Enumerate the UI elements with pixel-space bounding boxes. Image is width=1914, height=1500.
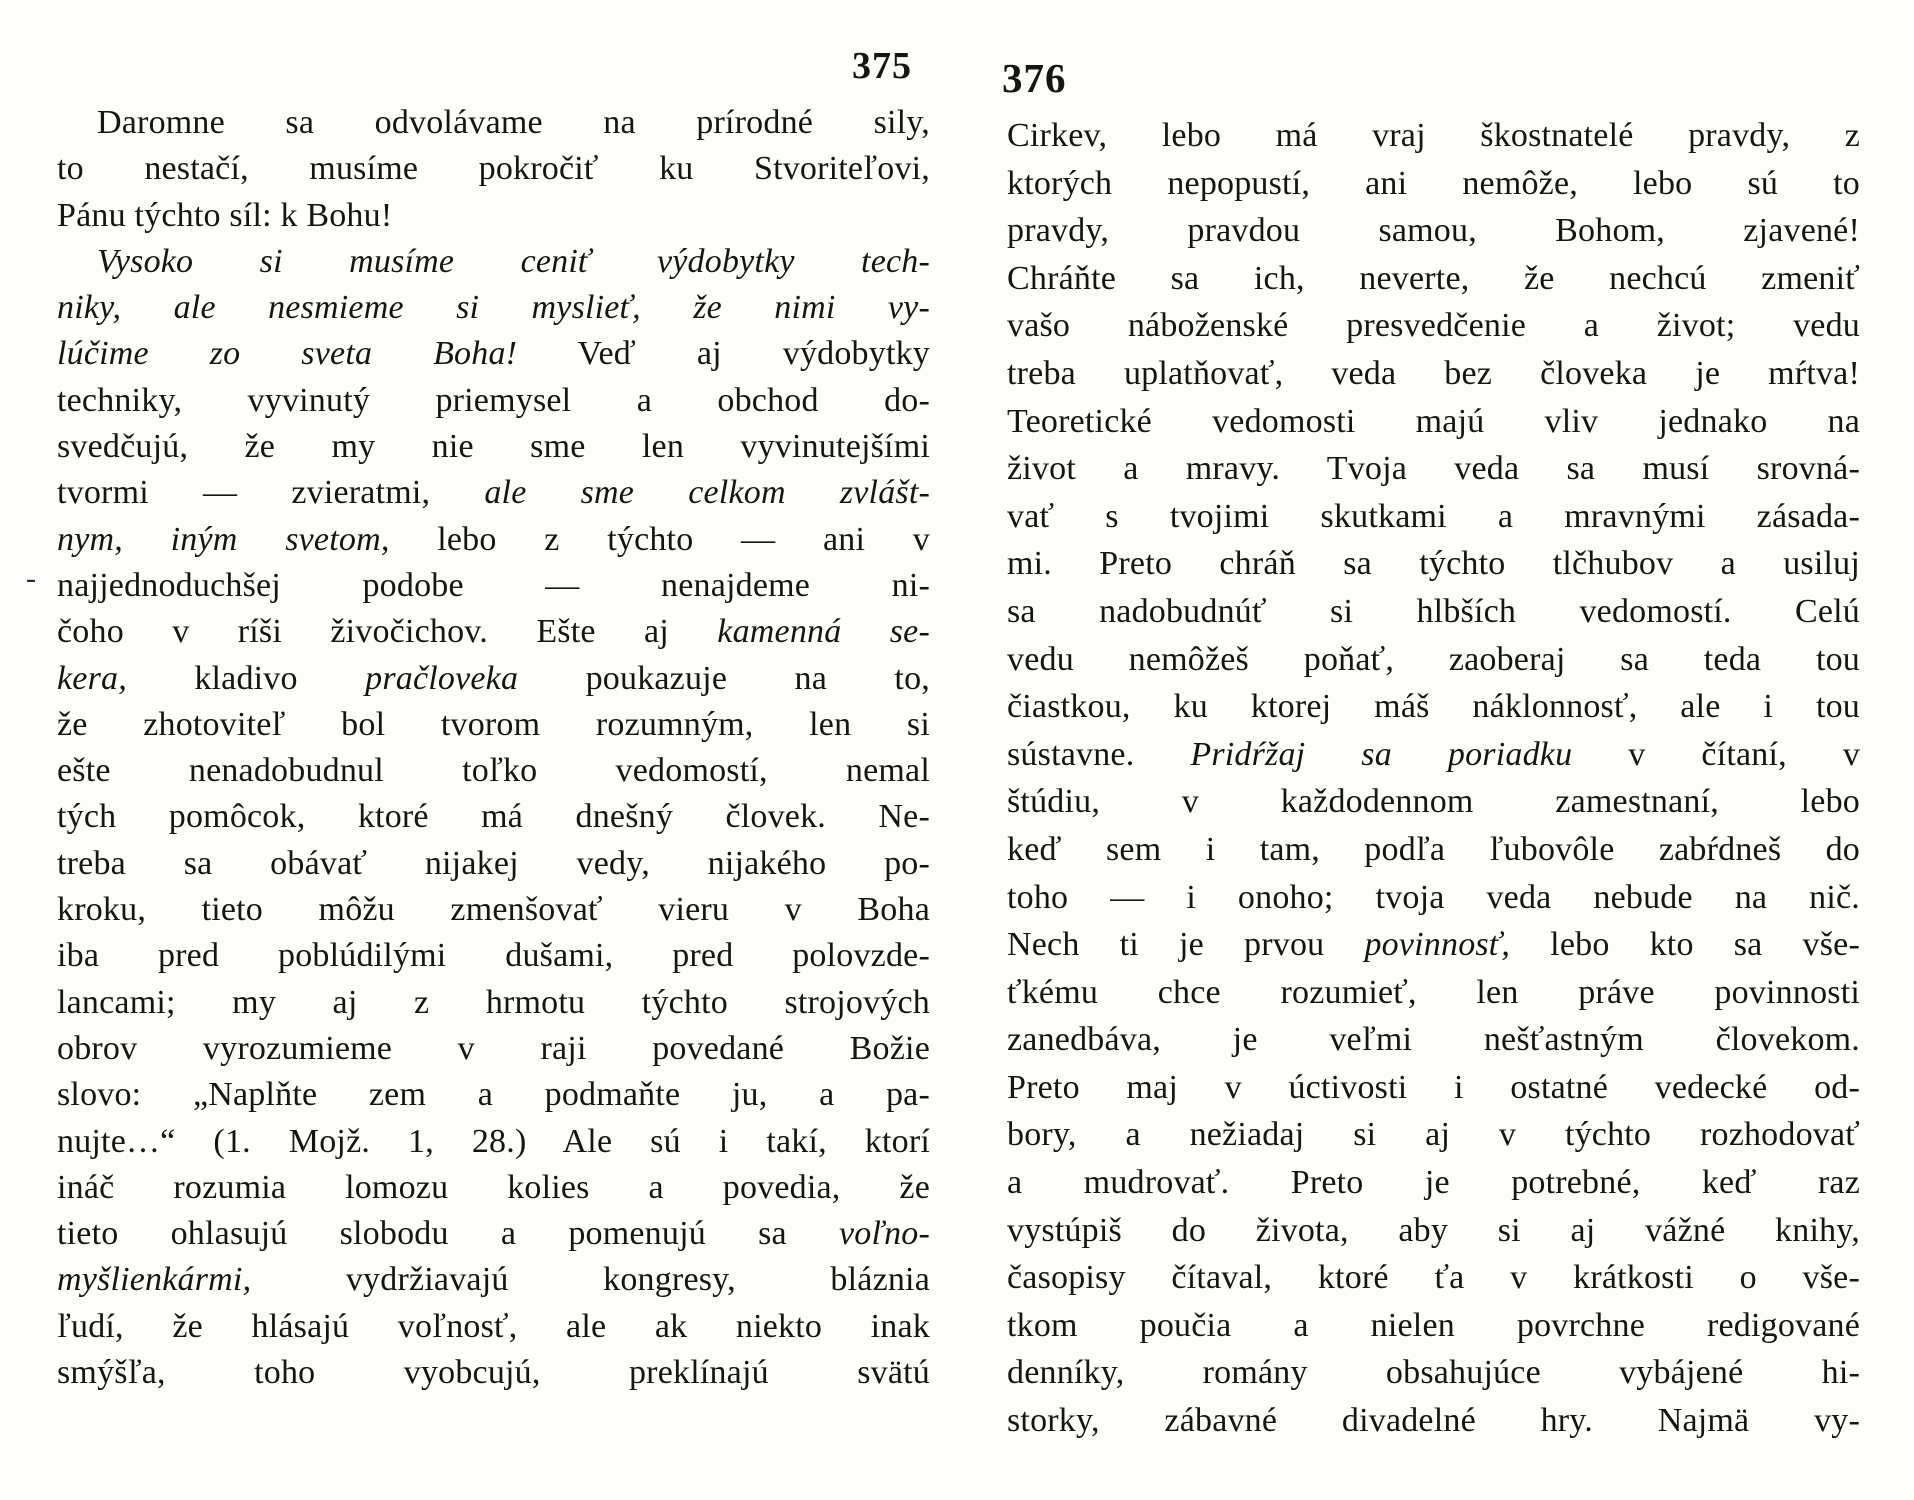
text-segment: ešte nenadobudnul toľko vedomostí, nemal	[57, 752, 930, 790]
text-line	[1007, 1302, 1860, 1350]
right-page-text-column	[1007, 112, 1860, 1445]
text-segment: tkom poučia a nielen povrchne redigované	[1007, 1306, 1860, 1344]
italic-text-segment: niky, ale nesmieme si myslieť, že nimi vy-	[57, 289, 930, 327]
text-line	[1007, 1064, 1860, 1112]
text-line	[57, 702, 930, 748]
text-segment: kroku, tieto môžu zmenšovať vieru v Boha	[57, 891, 930, 929]
italic-text-segment: pračloveka	[365, 659, 586, 697]
text-line	[57, 285, 930, 331]
text-segment: čiastkou, ku ktorej máš náklonnosť, ale i tou	[1007, 688, 1860, 726]
text-line	[57, 1026, 930, 1072]
text-segment: storky, zábavné divadelné hry. Najmä vy-	[1007, 1402, 1860, 1440]
text-segment: vydržiavajú kongresy, bláznia	[345, 1261, 930, 1299]
text-line	[57, 331, 930, 377]
text-line	[1007, 207, 1860, 255]
text-segment: lancami; my aj z hrmotu týchto strojových	[57, 983, 930, 1021]
text-line	[57, 609, 930, 655]
text-segment: Daromne sa odvolávame na prírodné sily,	[97, 104, 930, 141]
text-line	[1007, 1207, 1860, 1255]
text-line	[1007, 1397, 1860, 1445]
text-segment: slovo: „Naplňte zem a podmaňte ju, a pa-	[57, 1076, 930, 1114]
text-segment: toho — i onoho; tvoja veda nebude na nič.	[1007, 878, 1860, 916]
text-segment: najjednoduchšej podobe — nenajdeme ni-	[57, 566, 930, 604]
text-line	[1007, 112, 1860, 160]
text-segment: techniky, vyvinutý priemysel a obchod do-	[57, 381, 930, 419]
text-segment: keď sem i tam, podľa ľubovôle zabŕdneš do	[1007, 830, 1860, 868]
text-line	[57, 1350, 930, 1396]
text-line	[57, 146, 930, 192]
text-segment: vedu nemôžeš poňať, zaoberaj sa teda tou	[1007, 640, 1860, 678]
italic-text-segment: povinnosť,	[1364, 926, 1511, 964]
text-segment: mi. Preto chráň sa týchto tlčhubov a usiluj	[1007, 545, 1860, 583]
text-line	[57, 563, 930, 609]
text-segment: kladivo	[194, 659, 366, 697]
text-line	[57, 980, 930, 1026]
text-segment: Preto maj v úctivosti i ostatné vedecké od-	[1007, 1068, 1860, 1106]
text-line	[57, 887, 930, 933]
text-segment: sa nadobudnúť si hlbších vedomostí. Celú	[1007, 592, 1860, 630]
text-segment: ľudí, že hlásajú voľnosť, ale ak niekto inak	[57, 1307, 930, 1345]
left-page-text-column	[57, 100, 930, 1396]
text-line	[57, 378, 930, 424]
text-line	[1007, 160, 1860, 208]
italic-text-segment: nym, iným svetom,	[57, 520, 438, 558]
text-segment: život a mravy. Tvoja veda sa musí srovná-	[1007, 450, 1860, 488]
text-line	[1007, 1349, 1860, 1397]
text-line	[57, 1257, 930, 1303]
text-line	[57, 1211, 930, 1257]
text-line	[1007, 540, 1860, 588]
text-segment: Veď aj výdobytky	[517, 335, 930, 373]
text-segment: v čítaní, v	[1572, 735, 1860, 773]
italic-text-segment: voľno-	[839, 1215, 930, 1253]
text-segment: bory, a nežiadaj si aj v týchto rozhodovať	[1007, 1116, 1860, 1154]
italic-text-segment: kera,	[57, 659, 195, 697]
text-line	[1007, 921, 1860, 969]
text-segment: tieto ohlasujú slobodu a pomenujú sa	[57, 1215, 840, 1253]
text-segment: tých pomôcok, ktoré má dnešný človek. Ne-	[57, 798, 930, 836]
text-segment: Cirkev, lebo má vraj škostnatelé pravdy, z	[1007, 117, 1860, 154]
text-segment: štúdiu, v každodennom zamestnaní, lebo	[1007, 783, 1860, 821]
text-line	[1007, 493, 1860, 541]
text-segment: vašo náboženské presvedčenie a život; vedu	[1007, 307, 1860, 345]
italic-text-segment: ale sme celkom zvlášt-	[484, 474, 930, 512]
text-segment: ináč rozumia lomozu kolies a povedia, že	[57, 1168, 930, 1206]
text-line	[57, 193, 930, 239]
text-line	[1007, 1159, 1860, 1207]
text-segment: zanedbáva, je veľmi nešťastným človekom.	[1007, 1021, 1860, 1059]
text-line	[57, 1165, 930, 1211]
text-line	[57, 748, 930, 794]
text-segment: vystúpiš do života, aby si aj vážné knihy,	[1007, 1211, 1860, 1249]
text-segment: čoho v ríši živočichov. Ešte aj	[57, 613, 718, 651]
text-line	[1007, 683, 1860, 731]
text-line	[1007, 731, 1860, 779]
text-segment: treba sa obávať nijakej vedy, nijakého po-	[57, 844, 930, 882]
italic-text-segment: Vysoko si musíme ceniť výdobytky tech-	[97, 242, 930, 280]
text-line	[57, 1304, 930, 1350]
text-line	[57, 794, 930, 840]
text-line	[57, 100, 930, 146]
text-segment: iba pred poblúdilými dušami, pred polovzde-	[57, 937, 930, 975]
page-number-right: 376	[1002, 55, 1067, 101]
text-line	[1007, 302, 1860, 350]
text-line	[57, 517, 930, 563]
text-line	[57, 470, 930, 516]
text-segment: svedčujú, že my nie sme len vyvinutejšími	[57, 428, 930, 466]
text-segment: treba uplatňovať, veda bez človeka je mŕtva!	[1007, 354, 1860, 392]
text-segment: a mudrovať. Preto je potrebné, keď raz	[1007, 1164, 1860, 1202]
text-line	[1007, 1254, 1860, 1302]
text-segment: že zhotoviteľ bol tvorom rozumným, len si	[57, 705, 930, 743]
text-line	[57, 1119, 930, 1165]
italic-text-segment: Pridŕžaj sa poriadku	[1190, 735, 1573, 773]
text-line	[57, 656, 930, 702]
text-segment: to nestačí, musíme pokročiť ku Stvoriteľovi,	[57, 150, 930, 188]
text-line	[57, 1072, 930, 1118]
text-segment: Teoretické vedomosti majú vliv jednako na	[1007, 402, 1860, 440]
text-line	[1007, 350, 1860, 398]
text-line	[1007, 588, 1860, 636]
text-segment: nujte…“ (1. Mojž. 1, 28.) Ale sú i takí, ktorí	[57, 1122, 930, 1160]
text-segment: vať s tvojimi skutkami a mravnými zásada-	[1007, 497, 1860, 535]
text-line	[1007, 445, 1860, 493]
print-margin-artifact: -	[26, 562, 36, 595]
italic-text-segment: myšlienkármi,	[57, 1261, 346, 1299]
text-line	[1007, 255, 1860, 303]
text-segment: Nech ti je prvou	[1007, 926, 1365, 964]
text-segment: lebo z týchto — ani v	[437, 520, 930, 558]
text-segment: tvormi — zvieratmi,	[57, 474, 485, 512]
italic-text-segment: kamenná se-	[717, 613, 930, 651]
text-line	[57, 424, 930, 470]
text-segment: smýšľa, toho vyobcujú, preklínajú svätú	[57, 1354, 930, 1392]
text-line	[1007, 636, 1860, 684]
text-line	[1007, 826, 1860, 874]
text-segment: Pánu týchto síl: k Bohu!	[57, 196, 393, 234]
italic-text-segment: lúčime zo sveta Boha!	[57, 335, 518, 373]
text-line	[1007, 1016, 1860, 1064]
text-segment: ťkému chce rozumieť, len práve povinnosti	[1007, 973, 1860, 1011]
text-segment: obrov vyrozumieme v raji povedané Božie	[57, 1029, 930, 1067]
text-line	[57, 239, 930, 285]
text-segment: poukazuje na to,	[585, 659, 930, 697]
text-line	[1007, 398, 1860, 446]
page-number-left: 375	[852, 45, 912, 87]
text-line	[57, 841, 930, 887]
text-segment: denníky, romány obsahujúce vybájené hi-	[1007, 1354, 1860, 1392]
text-segment: ktorých nepopustí, ani nemôže, lebo sú to	[1007, 164, 1860, 202]
text-segment: lebo kto sa vše-	[1510, 926, 1860, 964]
text-segment: pravdy, pravdou samou, Bohom, zjavené!	[1007, 212, 1860, 250]
text-line	[1007, 874, 1860, 922]
text-line	[1007, 778, 1860, 826]
text-segment: časopisy čítaval, ktoré ťa v krátkosti o vše-	[1007, 1259, 1860, 1297]
text-segment: sústavne.	[1007, 735, 1191, 773]
text-line	[57, 933, 930, 979]
text-segment: Chráňte sa ich, neverte, že nechcú zmeniť	[1007, 259, 1860, 297]
text-line	[1007, 1111, 1860, 1159]
text-line	[1007, 969, 1860, 1017]
